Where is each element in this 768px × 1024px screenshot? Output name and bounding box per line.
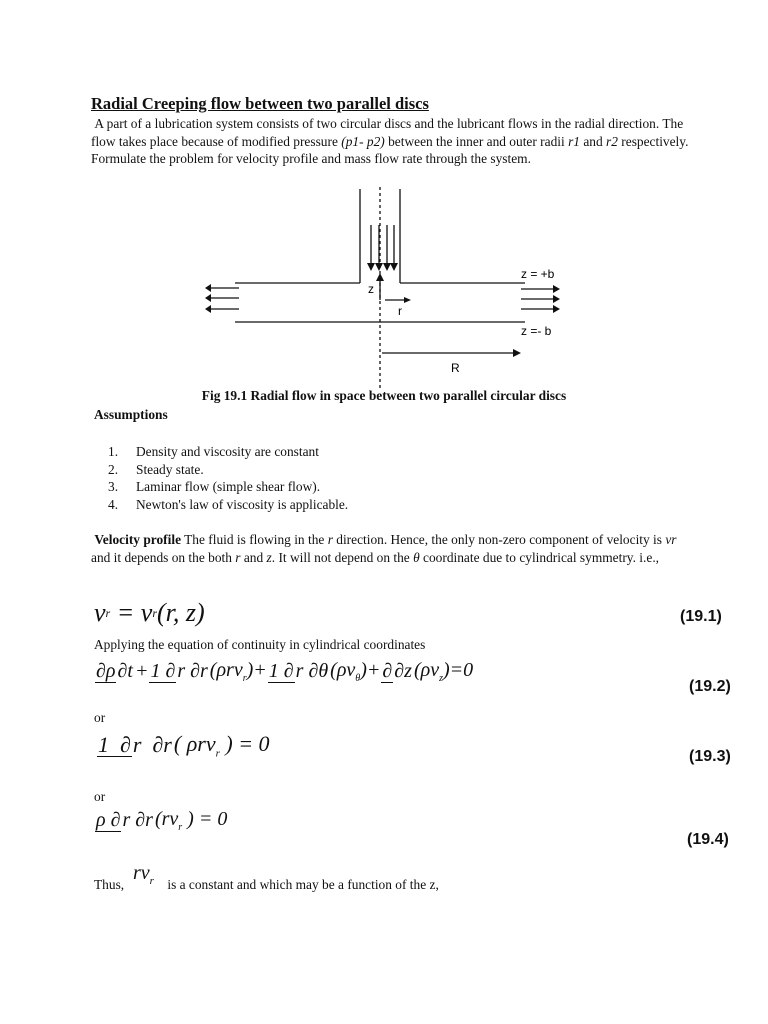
or-text-1: or <box>94 710 106 725</box>
eq-number-19-4: (19.4) <box>687 831 729 848</box>
eq-number-19-3: (19.3) <box>689 748 731 765</box>
thus-expression: $rv_r$ <box>133 862 154 887</box>
label-R: R <box>451 361 460 375</box>
intro-text-1: A part of a lubrication system consists of two circular discs and the lubricant flows in the radial direction. The flow takes place because of modified pressure <box>91 116 684 149</box>
intro-r2: r2 <box>606 133 618 149</box>
page-title: Radial Creeping flow between two parallel discs <box>91 94 429 113</box>
equation-19-4: ρ ∂ r ∂r ($rv_r$ ) = 0 <box>96 808 228 833</box>
thus-text: is a constant and which may be a function of the z, <box>164 877 439 892</box>
label-z-top: z = +b <box>521 267 555 281</box>
equation-19-1: v r = v r (r, z) <box>94 598 205 627</box>
list-item: 4. Newton's law of viscosity is applicable. <box>108 496 349 512</box>
intro-pressure: (p1- p2) <box>341 133 385 149</box>
intro-text-3: and <box>579 133 607 149</box>
velocity-heading: Velocity profile <box>94 532 182 547</box>
equation-19-2: ∂ρ ∂t + 1 ∂ r ∂r (ρrv$_r$)+ 1 ∂ r ∂θ $(\rho v_\theta)+$ ∂ ∂z $(\rho v_z)=0$ <box>96 659 474 684</box>
list-item: 1. Density and viscosity are constant <box>108 444 319 459</box>
label-z-axis: z <box>368 282 374 296</box>
assumptions-list <box>108 443 348 513</box>
label-z-bottom: z =- b <box>521 324 552 338</box>
figure-caption-text: Fig 19.1 Radial flow in space between two parallel circular discs <box>201 388 567 403</box>
intro-paragraph <box>91 115 691 168</box>
radial-flow-figure <box>195 185 575 390</box>
eq-number-19-1: (19.1) <box>680 608 722 625</box>
eq-number-19-2: (19.2) <box>689 678 731 695</box>
label-r-axis: r <box>398 304 402 318</box>
intro-text-2: between the inner and outer radii <box>384 133 569 149</box>
assumptions-heading: Assumptions <box>94 407 168 422</box>
list-item: 3. Laminar flow (simple shear flow). <box>108 479 321 495</box>
thus-label: Thus, <box>94 877 125 892</box>
continuity-text: Applying the equation of continuity in cylindrical coordinates <box>94 637 426 652</box>
equation-19-3: 1 ∂r ∂r ( ρrv$_r$ ) = 0 <box>98 731 270 760</box>
intro-text-4: respectively. Formulate the problem for velocity profile and mass flow rate through the system. <box>91 133 689 166</box>
list-item: 2. Steady state. <box>108 461 204 477</box>
or-text-2: or <box>94 789 106 804</box>
velocity-paragraph: Velocity profile The fluid is flowing in the r direction. Hence, the only non-zero component of velocity is vr and it depends on the both r and z. It will not depend on the θ coordinate due to cylindrical symmetry. i.e., <box>91 532 677 565</box>
figure-caption <box>0 388 768 404</box>
intro-r1: r1 <box>568 133 580 149</box>
